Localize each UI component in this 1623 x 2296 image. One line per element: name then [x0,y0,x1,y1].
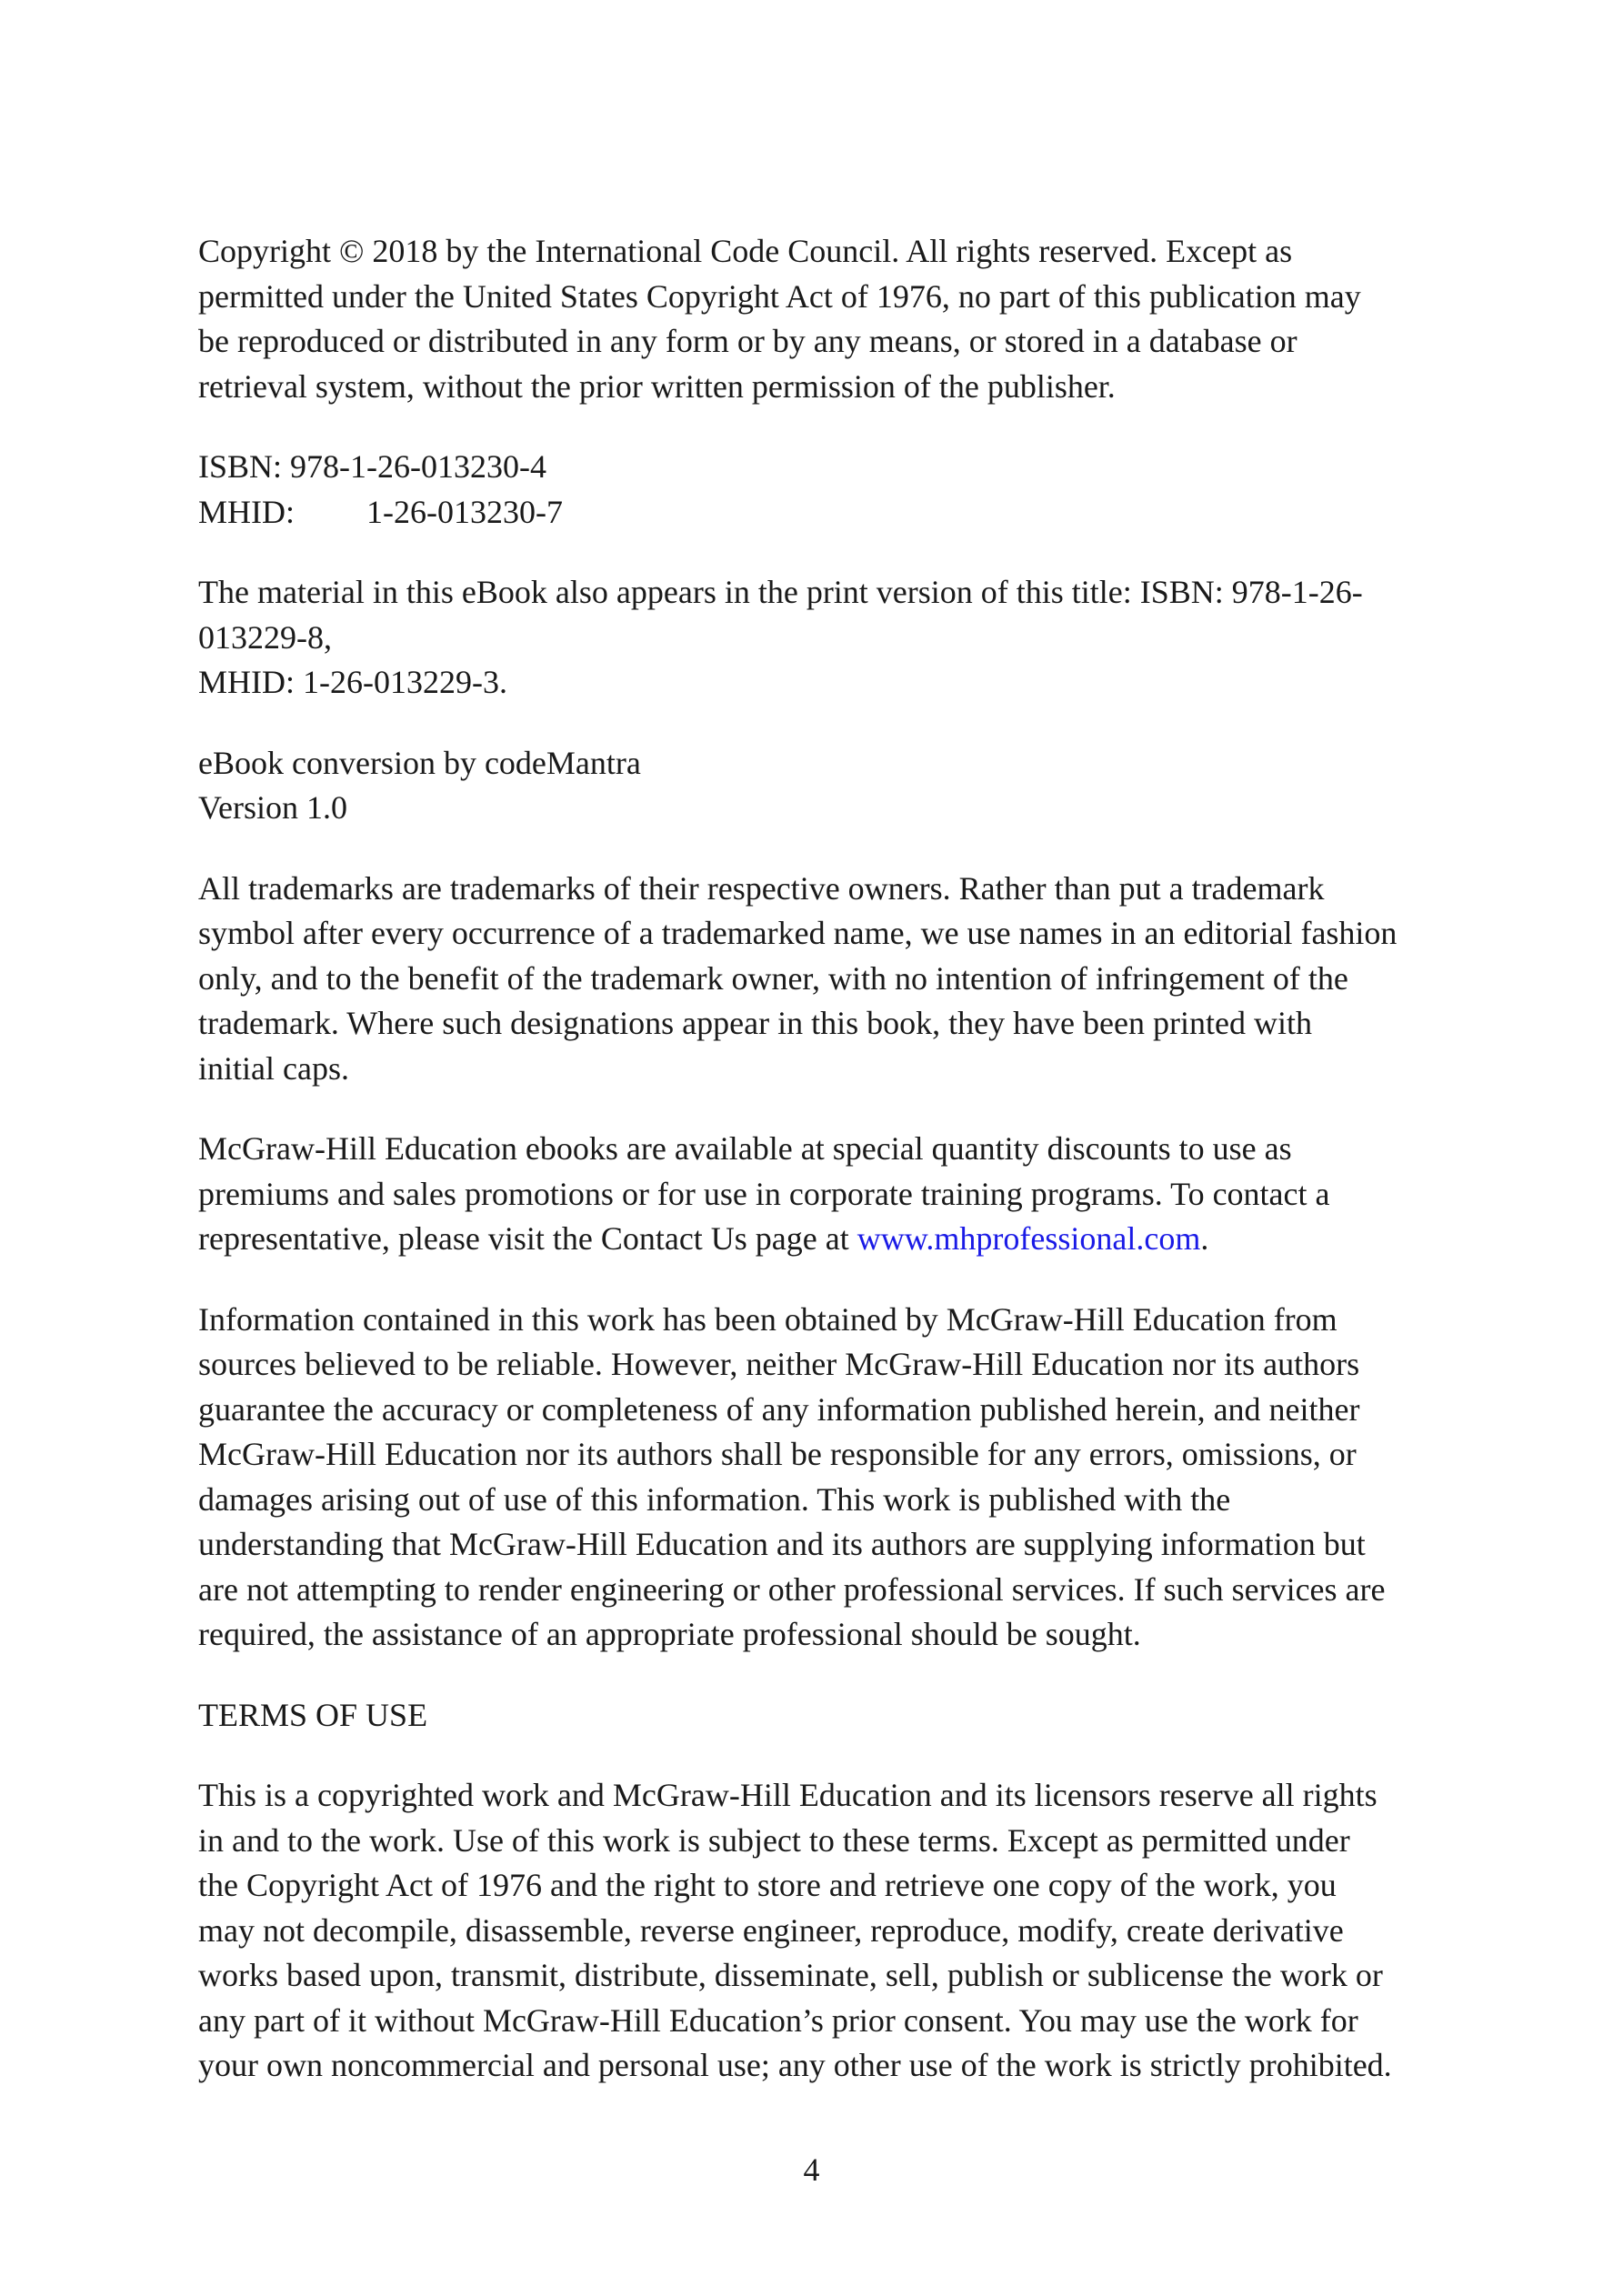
disclaimer-line: sources believed to be reliable. However, neither McGraw-Hill Education nor its authors [198,1346,1360,1382]
version-line: Version 1.0 [198,789,347,826]
disclaimer-line: are not attempting to render engineering or other professional services. If such services are [198,1570,1386,1608]
discounts-line [198,1217,1444,1262]
page-content [198,229,1444,2124]
terms-paragraph [198,1773,1444,2089]
mhprofessional-link[interactable]: www.mhprofessional.com [857,1220,1201,1257]
trademarks-line: initial caps. [198,1049,349,1087]
terms-line: the Copyright Act of 1976 and the right to store and retrieve one copy of the work, you [198,1867,1337,1903]
disclaimer-line: guarantee the accuracy or completeness of any information published herein, and neither [198,1390,1360,1428]
page-number: 4 [803,2151,820,2188]
mhid-value: 1-26-013230-7 [366,493,563,530]
disclaimer-line: damages arising out of use of this information. This work is published with the [198,1480,1231,1518]
trademarks-line: symbol after every occurrence of a trademarked name, we use names in an editorial fashion [198,915,1398,951]
copyright-line: be reproduced or distributed in any form or by any means, or stored in a database or [198,323,1297,359]
print-version-paragraph [198,570,1444,706]
disclaimer-line: Information contained in this work has been obtained by McGraw-Hill Education from [198,1300,1337,1338]
conversion-line: eBook conversion by codeMantra [198,744,641,781]
mhid-label: MHID: [198,493,295,530]
disclaimer-line: McGraw-Hill Education nor its authors shall be responsible for any errors, omissions, or [198,1436,1357,1472]
terms-line: any part of it without McGraw-Hill Education’s prior consent. You may use the work for [198,2001,1358,2039]
trademarks-line: All trademarks are trademarks of their respective owners. Rather than put a trademark [198,869,1325,907]
trademarks-line: trademark. Where such designations appear in this book, they have been printed with [198,1005,1312,1041]
conversion-paragraph [198,741,1444,831]
identifiers-paragraph [198,445,1444,535]
copyright-line: Copyright © 2018 by the International Code Council. All rights reserved. Except as [198,233,1293,269]
terms-line: may not decompile, disassemble, reverse engineer, reproduce, modify, create derivative [198,1911,1344,1949]
discounts-paragraph [198,1127,1444,1262]
disclaimer-line: understanding that McGraw-Hill Education and its authors are supplying information but [198,1526,1366,1562]
discounts-line: McGraw-Hill Education ebooks are available at special quantity discounts to use as [198,1130,1292,1167]
discounts-line-text: representative, please visit the Contact Us page at [198,1220,857,1257]
trademarks-paragraph [198,867,1444,1092]
trademarks-line: only, and to the benefit of the trademark owner, with no intention of infringement of the [198,959,1348,997]
copyright-line: permitted under the United States Copyright Act of 1976, no part of this publication may [198,277,1361,315]
terms-line: your own noncommercial and personal use; any other use of the work is strictly prohibited. [198,2047,1392,2083]
terms-line: in and to the work. Use of this work is subject to these terms. Except as permitted under [198,1821,1350,1859]
copyright-line: retrieval system, without the prior written permission of the publisher. [198,367,1116,405]
terms-heading: TERMS OF USE [198,1696,428,1733]
disclaimer-line: required, the assistance of an appropriate professional should be sought. [198,1616,1141,1652]
discounts-line: premiums and sales promotions or for use in corporate training programs. To contact a [198,1175,1330,1212]
disclaimer-paragraph [198,1298,1444,1658]
print-version-line: MHID: 1-26-013229-3. [198,664,507,700]
mhid-line [198,490,1444,536]
discounts-line-end: . [1200,1220,1209,1257]
print-version-line: 013229-8, [198,618,332,656]
terms-line: This is a copyrighted work and McGraw-Hill Education and its licensors reserve all rights [198,1777,1378,1813]
print-version-line: The material in this eBook also appears in the print version of this title: ISBN: 978-1-26- [198,574,1363,610]
copyright-paragraph [198,229,1444,409]
isbn-line: ISBN: 978-1-26-013230-4 [198,448,546,485]
terms-line: works based upon, transmit, distribute, disseminate, sell, publish or sublicense the work or [198,1957,1383,1993]
